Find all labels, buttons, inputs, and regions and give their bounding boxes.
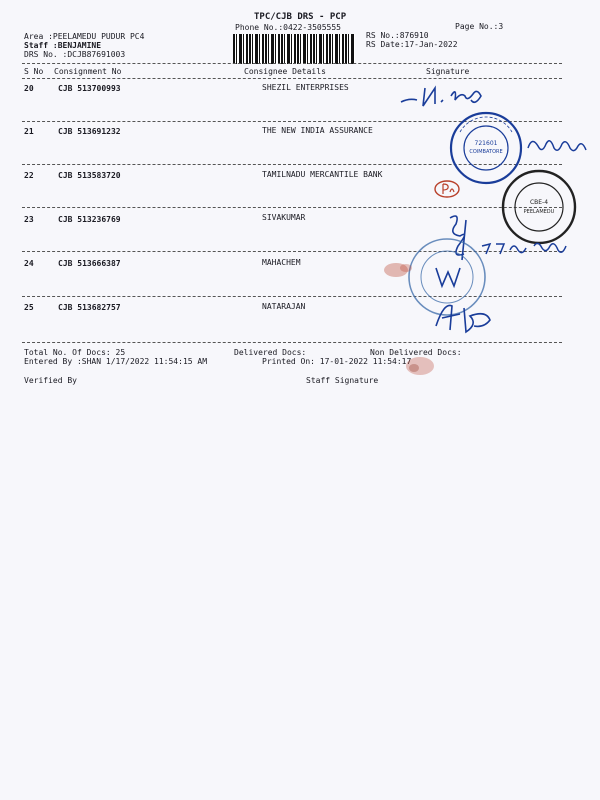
ink-smudge xyxy=(400,352,440,380)
non-delivered-docs: Non Delivered Docs: xyxy=(370,348,462,357)
page-number: Page No.:3 xyxy=(455,22,504,31)
row-sno: 25 xyxy=(24,303,34,312)
row-consignee: NATARAJAN xyxy=(262,302,306,311)
divider xyxy=(22,63,562,64)
row-consignee: SIVAKUMAR xyxy=(262,213,306,222)
row-sno: 24 xyxy=(24,259,34,268)
row-consignment: CJB 513236769 xyxy=(58,215,121,224)
staff-label: Staff :BENJAMINE xyxy=(24,41,102,50)
pd-mark xyxy=(432,178,462,200)
row-consignee: THE NEW INDIA ASSURANCE xyxy=(262,126,373,135)
svg-text:721601: 721601 xyxy=(474,140,498,147)
row-consignee: MAHACHEM xyxy=(262,258,301,267)
staff-signature: Staff Signature xyxy=(306,376,379,385)
rs-date: RS Date:17-Jan-2022 xyxy=(366,40,458,49)
svg-text:CBE-4: CBE-4 xyxy=(529,199,549,206)
row-consignment: CJB 513666387 xyxy=(58,259,121,268)
entered-by: Entered By :SHAN 1/17/2022 11:54:15 AM xyxy=(24,357,208,366)
svg-text:PEELAMEDU: PEELAMEDU xyxy=(523,209,555,215)
signature-row-25 xyxy=(430,296,500,336)
col-consignee: Consignee Details xyxy=(244,67,326,76)
barcode xyxy=(233,34,355,64)
area-label: Area :PEELAMEDU PUDUR PC4 xyxy=(24,32,145,41)
delivered-docs: Delivered Docs: xyxy=(234,348,307,357)
row-sno: 23 xyxy=(24,215,34,224)
verified-by: Verified By xyxy=(24,376,77,385)
row-consignee: TAMILNADU MERCANTILE BANK xyxy=(262,170,383,179)
svg-text:COIMBATORE: COIMBATORE xyxy=(469,149,503,155)
printed-on: Printed On: 17-01-2022 11:54:17 xyxy=(262,357,412,366)
row-sno: 20 xyxy=(24,84,34,93)
row-divider xyxy=(22,207,562,208)
document-title: TPC/CJB DRS - PCP xyxy=(254,12,347,22)
row-consignment: CJB 513583720 xyxy=(58,171,121,180)
drs-number: DRS No. :DCJB87691003 xyxy=(24,50,126,59)
col-signature: Signature xyxy=(426,67,470,76)
row-sno: 22 xyxy=(24,171,34,180)
divider xyxy=(22,78,562,79)
phone-number: Phone No.:0422-3505555 xyxy=(235,23,341,32)
row-consignment: CJB 513682757 xyxy=(58,303,121,312)
total-docs: Total No. Of Docs: 25 xyxy=(24,348,126,357)
row-consignment: CJB 513700993 xyxy=(58,84,121,93)
col-consignment: Consignment No xyxy=(54,67,122,76)
ink-smudge xyxy=(380,258,420,282)
row-sno: 21 xyxy=(24,127,34,136)
rs-number: RS No.:876910 xyxy=(366,31,429,40)
col-sno: S No xyxy=(24,67,44,76)
row-consignment: CJB 513691232 xyxy=(58,127,121,136)
row-consignee: SHEZIL ENTERPRISES xyxy=(262,83,349,92)
signature-tamil xyxy=(524,132,594,158)
row-divider xyxy=(22,342,562,343)
